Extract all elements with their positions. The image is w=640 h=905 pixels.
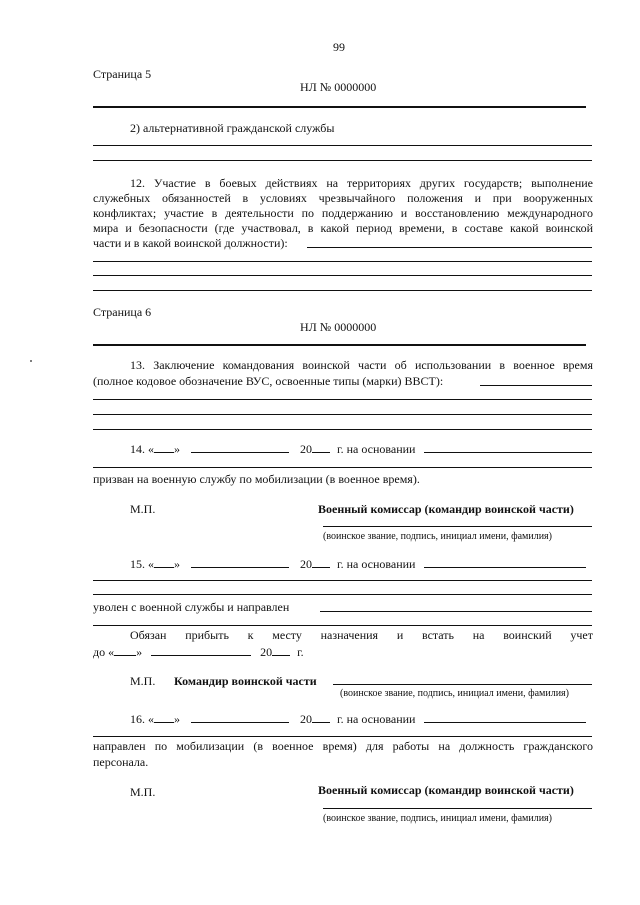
item12-line5: части и в какой воинской должности):	[93, 236, 288, 250]
item16-month-field[interactable]	[191, 711, 289, 723]
blank-line[interactable]	[93, 736, 592, 737]
item15-date-row: 15. « » 20 г. на основании	[130, 556, 586, 571]
item12-line1: 12. Участие в боевых действиях на территориях других государств; выполнение	[130, 176, 593, 190]
item13-answer-field[interactable]	[480, 385, 592, 386]
blank-line[interactable]	[93, 625, 592, 626]
page5-nl-number: НЛ № 0000000	[300, 80, 377, 94]
blank-line[interactable]	[93, 414, 592, 415]
item16-day-field[interactable]	[154, 711, 174, 723]
scan-speck	[30, 360, 32, 362]
blank-line[interactable]	[93, 429, 592, 430]
item15-until-year-field[interactable]	[272, 644, 290, 656]
item15-year-field[interactable]	[312, 556, 330, 568]
item15-until-row: до « » 20 г.	[93, 645, 304, 659]
signature-field[interactable]	[323, 808, 592, 809]
item15-basis-field[interactable]	[424, 556, 586, 568]
signature-field[interactable]	[333, 684, 592, 685]
item16-line1: направлен по мобилизации (в военное время) для работы на должность гражданского	[93, 739, 593, 753]
page6-nl-number: НЛ № 0000000	[300, 320, 377, 334]
item13-line2: (полное кодовое обозначение ВУС, освоенные типы (марки) ВВСТ):	[93, 374, 444, 388]
stamp-place-label: М.П.	[130, 785, 156, 799]
item16-basis-field[interactable]	[424, 711, 586, 723]
blank-line[interactable]	[93, 580, 592, 581]
signature-caption: (воинское звание, подпись, инициал имени, фамилия)	[340, 688, 569, 699]
page5-label: Страница 5	[93, 67, 152, 81]
blank-line[interactable]	[93, 261, 592, 262]
blank-line[interactable]	[93, 594, 592, 595]
blank-line[interactable]	[93, 467, 592, 468]
item15-destination-field[interactable]	[320, 611, 592, 612]
item14-month-field[interactable]	[191, 441, 289, 453]
blank-line[interactable]	[93, 399, 592, 400]
signature-field[interactable]	[323, 526, 592, 527]
blank-line	[93, 145, 592, 146]
signature-caption: (воинское звание, подпись, инициал имени, фамилия)	[323, 531, 552, 542]
commissar-title: Военный комиссар (командир воинской части)	[318, 783, 574, 797]
item12-line4: мира и безопасности (где участвовал, в какой период времени, в составе какой воинской	[93, 221, 593, 235]
signature-caption: (воинское звание, подпись, инициал имени, фамилия)	[323, 813, 552, 824]
blank-line[interactable]	[93, 275, 592, 276]
item14-called-text: призван на военную службу по мобилизации (в военное время).	[93, 472, 420, 486]
item15-day-field[interactable]	[154, 556, 174, 568]
stamp-place-label: М.П.	[130, 674, 156, 688]
divider-line	[93, 344, 586, 346]
item14-basis-field[interactable]	[424, 441, 592, 453]
item15-until-day-field[interactable]	[114, 644, 136, 656]
item16-date-row: 16. « » 20 г. на основании	[130, 711, 586, 726]
item14-date-row: 14. « » 20 г. на основании	[130, 441, 592, 456]
commander-title: Командир воинской части	[174, 674, 317, 688]
item16-line2: персонала.	[93, 755, 149, 769]
item13-line1: 13. Заключение командования воинской части об использовании в военное время	[130, 358, 593, 372]
item16-year-field[interactable]	[312, 711, 330, 723]
item12-line3: конфликтах; участие в деятельности по поддержанию и восстановлению международного	[93, 206, 593, 220]
item14-year-field[interactable]	[312, 441, 330, 453]
item15-obliged-text: Обязан прибыть к месту назначения и встать на воинский учет	[130, 628, 593, 642]
alt-service-text: 2) альтернативной гражданской службы	[130, 121, 335, 135]
item12-answer-field[interactable]	[307, 247, 592, 248]
item15-month-field[interactable]	[191, 556, 289, 568]
item14-day-field[interactable]	[154, 441, 174, 453]
blank-line	[93, 160, 592, 161]
item12-line2: служебных обязанностей в условиях чрезвычайного положения и при вооруженных	[93, 191, 593, 205]
item15-until-month-field[interactable]	[151, 644, 251, 656]
item15-dismissed-text: уволен с военной службы и направлен	[93, 600, 290, 614]
page6-label: Страница 6	[93, 305, 152, 319]
commissar-title: Военный комиссар (командир воинской части)	[318, 502, 574, 516]
blank-line[interactable]	[93, 290, 592, 291]
page-number: 99	[333, 40, 345, 54]
stamp-place-label: М.П.	[130, 502, 156, 516]
divider-line	[93, 106, 586, 108]
